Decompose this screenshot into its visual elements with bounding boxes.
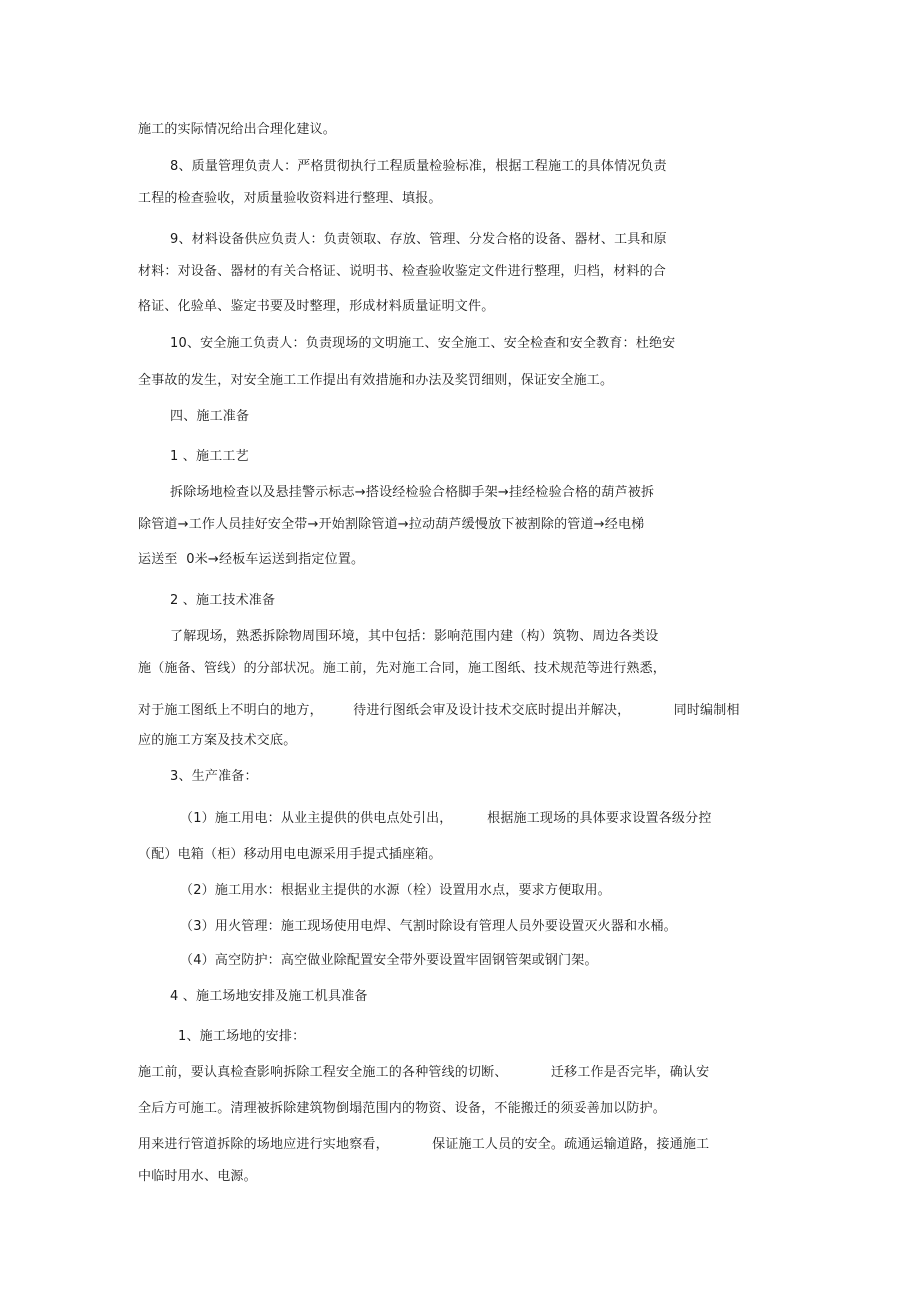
- paragraph-line: 运送至 0米→经板车运送到指定位置。: [138, 552, 365, 567]
- subsection-heading: 1 、施工工艺: [170, 449, 249, 464]
- subsection-heading: 4 、施工场地安排及施工机具准备: [170, 989, 368, 1004]
- paragraph-line: 工程的检查验收，对质量验收资料进行整理、填报。: [138, 191, 442, 206]
- list-item: （2）施工用水：根据业主提供的水源（栓）设置用水点，要求方便取用。: [180, 883, 611, 898]
- paragraph-line: 用来进行管道拆除的场地应进行实地察看， 保证施工人员的安全。疏通运输道路，接通施工: [138, 1137, 710, 1152]
- list-item: （3）用火管理：施工现场使用电焊、气割时除设有管理人员外要设置灭火器和水桶。: [180, 919, 677, 934]
- paragraph-line: 施（施备、管线）的分部状况。施工前，先对施工合同，施工图纸、技术规范等进行熟悉，: [138, 661, 667, 676]
- list-item: （4）高空防护：高空做业除配置安全带外要设置牢固钢管架或钢门架。: [180, 953, 598, 968]
- paragraph-line: （配）电箱（柜）移动用电电源采用手提式插座箱。: [138, 847, 442, 862]
- paragraph-line: 8、质量管理负责人：严格贯彻执行工程质量检验标准，根据工程施工的具体情况负责: [170, 159, 667, 174]
- paragraph-line: 中临时用水、电源。: [138, 1169, 257, 1184]
- paragraph-line: 全后方可施工。清理被拆除建筑物倒塌范围内的物资、设备，不能搬迁的须妥善加以防护。: [138, 1101, 667, 1116]
- subsection-heading: 3、生产准备：: [170, 769, 258, 784]
- paragraph-line: 应的施工方案及技术交底。: [138, 733, 297, 748]
- paragraph-line: 除管道→工作人员挂好安全带→开始割除管道→拉动葫芦缓慢放下被割除的管道→经电梯: [138, 517, 645, 532]
- paragraph-line: 对于施工图纸上不明白的地方， 待进行图纸会审及设计技术交底时提出并解决， 同时编制相: [138, 703, 740, 718]
- paragraph-line: 了解现场，熟悉拆除物周围环境，其中包括：影响范围内建（构）筑物、周边各类设: [170, 629, 659, 644]
- paragraph-line: 拆除场地检查以及悬挂警示标志→搭设经检验合格脚手架→挂经检验合格的葫芦被拆: [170, 485, 655, 500]
- paragraph-line: 全事故的发生，对安全施工工作提出有效措施和办法及奖罚细则，保证安全施工。: [138, 373, 614, 388]
- subsection-heading: 1、施工场地的安排：: [178, 1029, 306, 1044]
- paragraph-line: 10、安全施工负责人：负责现场的文明施工、安全施工、安全检查和安全教育：杜绝安: [170, 336, 676, 351]
- paragraph-line: 格证、化验单、鉴定书要及时整理，形成材料质量证明文件。: [138, 299, 495, 314]
- paragraph-line: 材料：对设备、器材的有关合格证、说明书、检查验收鉴定文件进行整理，归档，材料的合: [138, 264, 667, 279]
- list-item: （1）施工用电：从业主提供的供电点处引出， 根据施工现场的具体要求设置各级分控: [180, 811, 712, 826]
- section-heading: 四、施工准备: [170, 409, 250, 424]
- subsection-heading: 2 、施工技术准备: [170, 593, 276, 608]
- paragraph-line: 9、材料设备供应负责人：负责领取、存放、管理、分发合格的设备、器材、工具和原: [170, 232, 667, 247]
- paragraph-line: 施工的实际情况给出合理化建议。: [138, 122, 337, 137]
- paragraph-line: 施工前，要认真检查影响拆除工程安全施工的各种管线的切断、 迁移工作是否完毕，确认安: [138, 1065, 710, 1080]
